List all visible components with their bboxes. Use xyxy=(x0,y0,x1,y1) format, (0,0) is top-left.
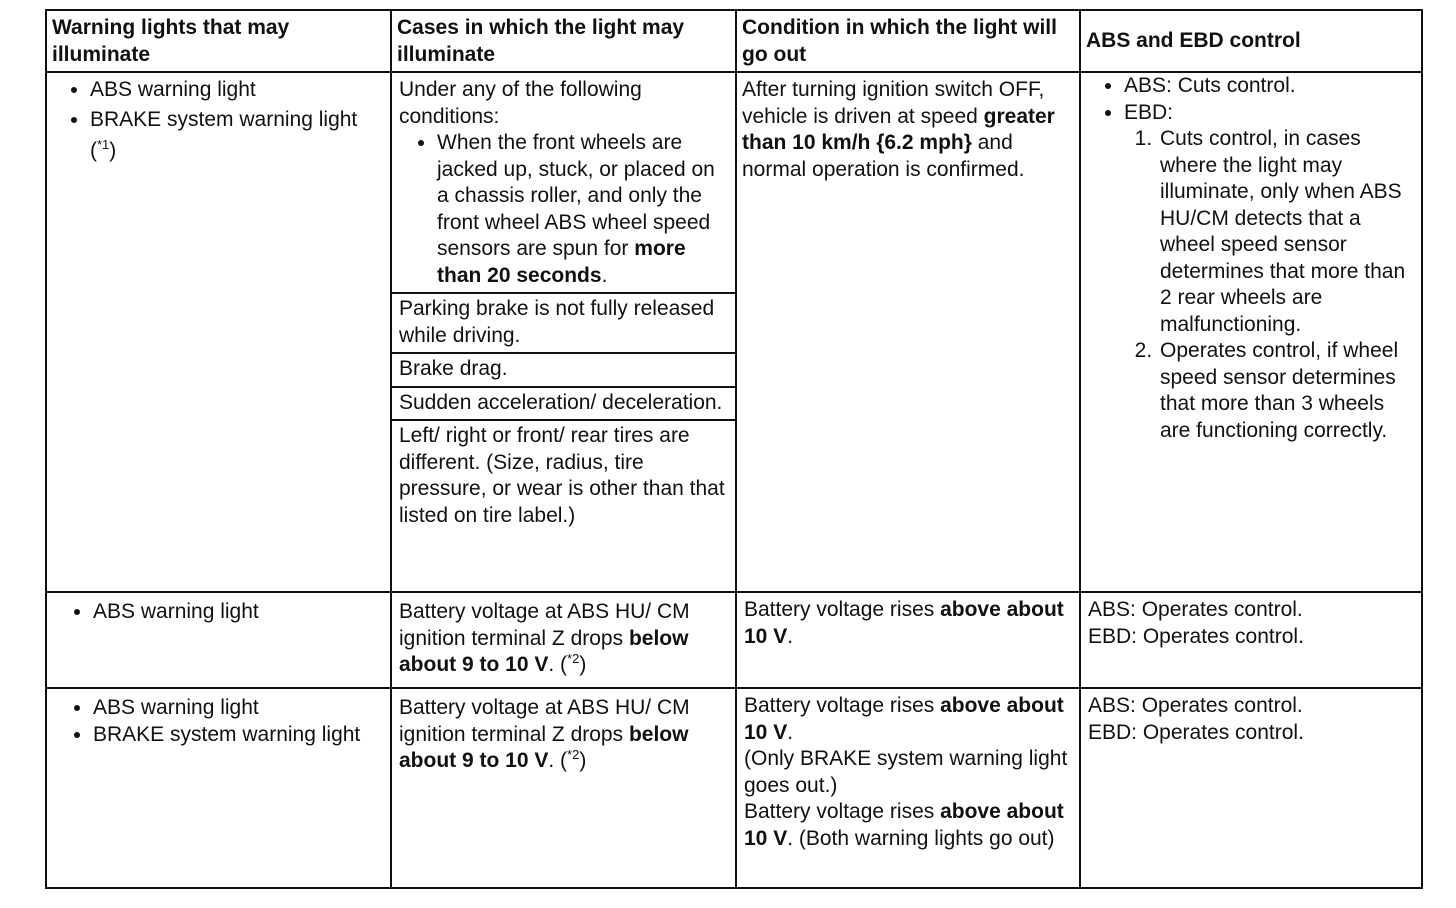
row2-control-cell xyxy=(1080,592,1422,688)
condition-note: (Only BRAKE system warning light goes out.) xyxy=(744,747,1068,797)
footnote-ref: *1 xyxy=(97,136,110,152)
case-close: ) xyxy=(579,653,587,676)
case-block: Brake drag. xyxy=(392,354,735,388)
condition-text-end: and normal operation is confirmed. xyxy=(742,131,1025,181)
case-bullet-bold: more than 20 seconds xyxy=(437,237,686,287)
case-end: . ( xyxy=(548,653,568,676)
case-text: Battery voltage at ABS HU/ CM ignition terminal Z drops xyxy=(399,696,690,746)
condition-bold: greater than 10 km/h {6.2 mph} xyxy=(742,104,1055,154)
list-item xyxy=(437,130,729,289)
list-item: 2. Operates control, if wheel speed sensor determines that more than 3 wheels are functioning correctly. xyxy=(1158,338,1415,444)
table-row xyxy=(46,72,1422,592)
control-list xyxy=(1086,73,1415,444)
row3-control-cell xyxy=(1080,688,1422,888)
condition-text: Battery voltage rises xyxy=(744,694,941,717)
row1-lights-list xyxy=(52,77,384,166)
warning-light-table xyxy=(45,9,1423,889)
row3-cases-cell xyxy=(391,688,736,888)
footnote-ref: *2 xyxy=(567,651,580,666)
abs-control: ABS: Operates control. xyxy=(1088,598,1303,621)
table-row xyxy=(46,688,1422,888)
abs-control: ABS: Operates control. xyxy=(1088,694,1303,717)
case-bullet-text: When the front wheels are jacked up, stuck, or placed on a chassis roller, and only the front wheel ABS wheel speed sensors are spun for xyxy=(437,131,715,260)
header-warning-lights: Warning lights that may illuminate xyxy=(46,10,391,72)
row3-lights-list xyxy=(52,695,384,748)
case-bullets xyxy=(399,130,729,289)
row2-condition-cell xyxy=(736,592,1080,688)
condition-text: Battery voltage rises xyxy=(744,800,941,823)
case-close: ) xyxy=(579,749,587,772)
case-text: Battery voltage at ABS HU/ CM ignition terminal Z drops xyxy=(399,600,690,650)
condition-end: . (Both warning lights go out) xyxy=(787,826,1055,850)
row2-lights-list xyxy=(52,599,384,626)
case-bold: below about 9 to 10 V xyxy=(399,722,689,772)
header-row xyxy=(46,10,1422,72)
header-cases: Cases in which the light may illuminate xyxy=(391,10,736,72)
light-label-tail: ) xyxy=(109,138,117,162)
list-item: 1. Cuts control, in cases where the light may illuminate, only when ABS HU/CM detects that a wheel speed sensor determines that more than 2 rear wheels are malfunctioning. xyxy=(1158,126,1415,338)
footnote-ref: *2 xyxy=(567,747,580,762)
list-item: • ABS: Cuts control. xyxy=(1124,73,1415,100)
condition-end: . xyxy=(787,624,794,648)
list-item xyxy=(1124,100,1415,445)
case-block: Left/ right or front/ rear tires are different. (Size, radius, tire pressure, or wear is other than that listed on tire label.) xyxy=(399,424,725,527)
header-condition: Condition in which the light will go out xyxy=(736,10,1080,72)
row1-lights-cell xyxy=(46,72,391,592)
condition-bold: above about 10 V xyxy=(744,694,1064,744)
condition-text: After turning ignition switch OFF, vehicle is driven at speed xyxy=(742,78,1045,128)
case-bullet-end: . xyxy=(601,263,608,287)
row1-cases-cell xyxy=(391,72,736,592)
case-end: . ( xyxy=(548,749,568,772)
condition-bold: above about 10 V xyxy=(744,800,1064,850)
row2-cases-cell xyxy=(391,592,736,688)
row3-condition-cell xyxy=(736,688,1080,888)
list-item: • ABS warning light xyxy=(93,599,384,626)
table-row xyxy=(46,592,1422,688)
ebd-control: EBD: Operates control. xyxy=(1088,624,1304,648)
ebd-control: EBD: Operates control. xyxy=(1088,720,1304,744)
case-intro: Under any of the following conditions: xyxy=(399,78,642,128)
list-item: • BRAKE system warning light xyxy=(93,722,384,749)
light-label: BRAKE system warning light ( xyxy=(90,107,358,162)
case-bold: below about 9 to 10 V xyxy=(399,626,689,676)
case-block: Sudden acceleration/ deceleration. xyxy=(392,388,735,422)
list-item xyxy=(90,104,384,166)
condition-end: . xyxy=(787,720,794,744)
ebd-numbered-list xyxy=(1122,126,1415,444)
row3-lights-cell xyxy=(46,688,391,888)
list-item: • ABS warning light xyxy=(90,77,384,104)
row2-lights-cell xyxy=(46,592,391,688)
ebd-label: • EBD: xyxy=(1124,100,1174,124)
header-abs-ebd-control: ABS and EBD control xyxy=(1080,10,1422,72)
row1-condition-cell xyxy=(736,72,1080,592)
condition-text: Battery voltage rises xyxy=(744,598,941,621)
row1-control-cell xyxy=(1080,72,1422,592)
list-item: • ABS warning light xyxy=(93,695,384,722)
case-block: Parking brake is not fully released while driving. xyxy=(392,294,735,354)
case-block xyxy=(392,73,735,294)
condition-bold: above about 10 V xyxy=(744,598,1064,648)
